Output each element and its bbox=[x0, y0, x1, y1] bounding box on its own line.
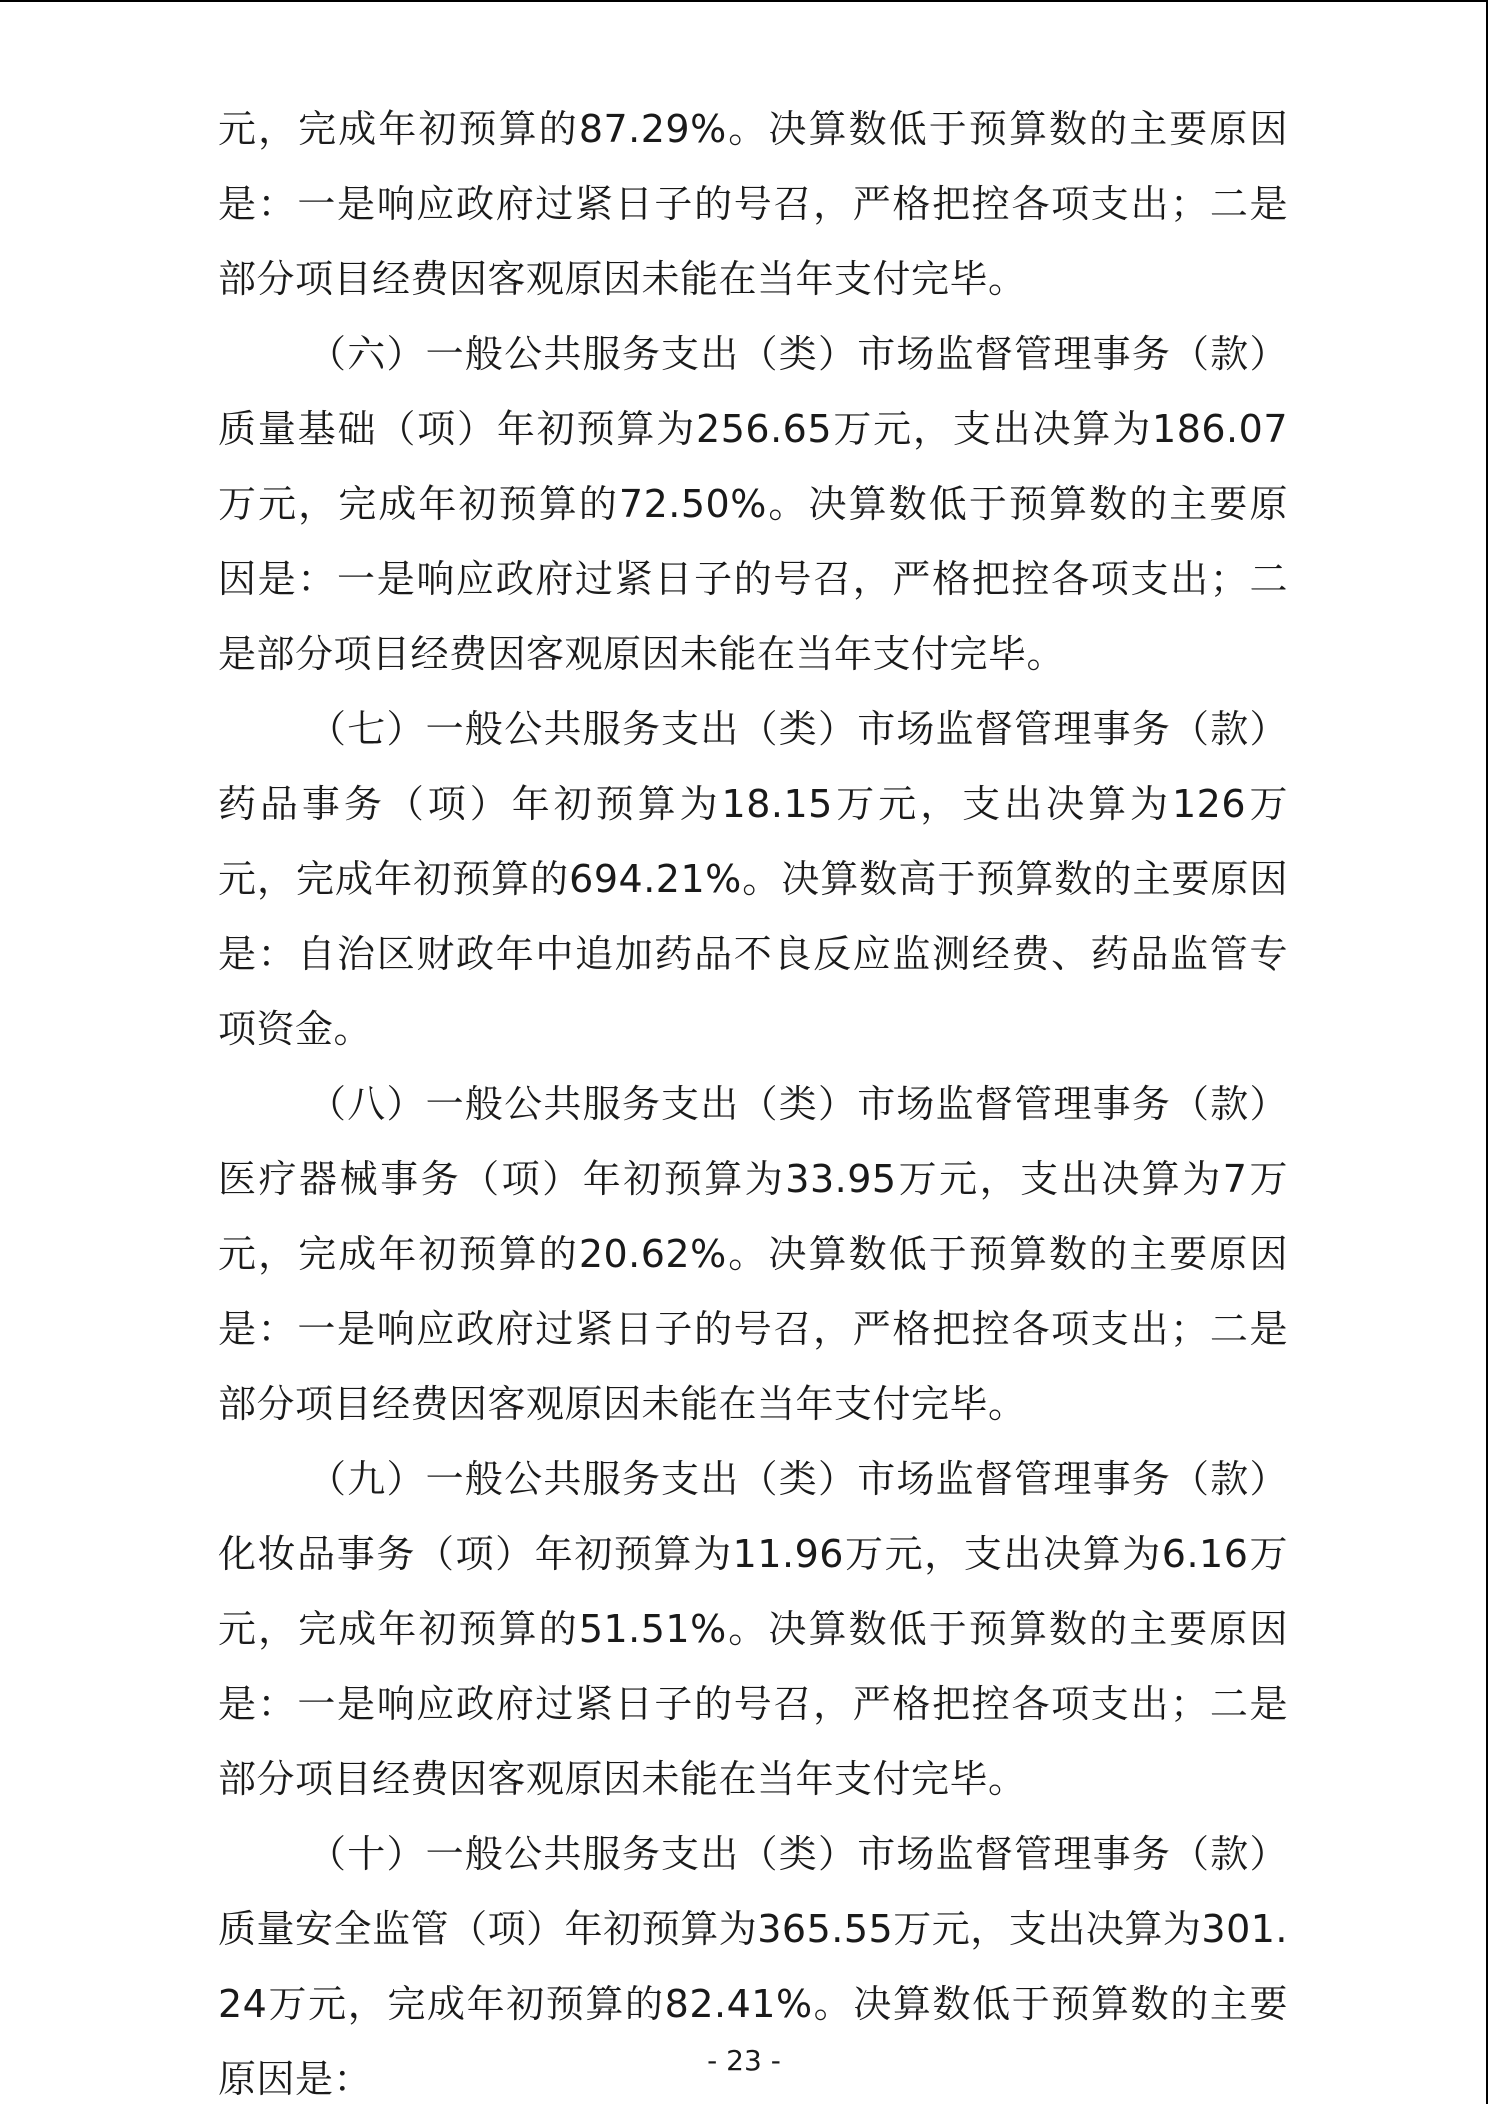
paragraph-text: （十）一般公共服务支出（类）市场监督管理事务（款）质量安全监管（项）年初预算为365.55万元，支出决算为301.24万元，完成年初预算的82.41%。决算数低于预算数的主要原因是： bbox=[218, 1832, 1288, 2101]
paragraph-item-7 bbox=[218, 692, 1288, 1067]
document-body bbox=[218, 92, 1288, 2117]
top-border-line bbox=[0, 0, 1488, 2]
paragraph-text: （九）一般公共服务支出（类）市场监督管理事务（款）化妆品事务（项）年初预算为11.96万元，支出决算为6.16万元，完成年初预算的51.51%。决算数低于预算数的主要原因是：一是响应政府过紧日子的号召，严格把控各项支出；二是部分项目经费因客观原因未能在当年支付完毕。 bbox=[218, 1457, 1288, 1801]
paragraph-item-8 bbox=[218, 1067, 1288, 1442]
paragraph-item-9 bbox=[218, 1442, 1288, 1817]
paragraph-text: 元，完成年初预算的87.29%。决算数低于预算数的主要原因是：一是响应政府过紧日子的号召，严格把控各项支出；二是部分项目经费因客观原因未能在当年支付完毕。 bbox=[218, 107, 1288, 301]
paragraph-text: （六）一般公共服务支出（类）市场监督管理事务（款）质量基础（项）年初预算为256.65万元，支出决算为186.07万元，完成年初预算的72.50%。决算数低于预算数的主要原因是：一是响应政府过紧日子的号召，严格把控各项支出；二是部分项目经费因客观原因未能在当年支付完毕。 bbox=[218, 332, 1288, 676]
paragraph-item-6 bbox=[218, 317, 1288, 692]
paragraph-continued bbox=[218, 92, 1288, 317]
paragraph-text: （七）一般公共服务支出（类）市场监督管理事务（款）药品事务（项）年初预算为18.15万元，支出决算为126万元，完成年初预算的694.21%。决算数高于预算数的主要原因是：自治区财政年中追加药品不良反应监测经费、药品监管专项资金。 bbox=[218, 707, 1288, 1051]
paragraph-text: （八）一般公共服务支出（类）市场监督管理事务（款）医疗器械事务（项）年初预算为33.95万元，支出决算为7万元，完成年初预算的20.62%。决算数低于预算数的主要原因是：一是响应政府过紧日子的号召，严格把控各项支出；二是部分项目经费因客观原因未能在当年支付完毕。 bbox=[218, 1082, 1288, 1426]
page-number: - 23 - bbox=[707, 2044, 781, 2077]
